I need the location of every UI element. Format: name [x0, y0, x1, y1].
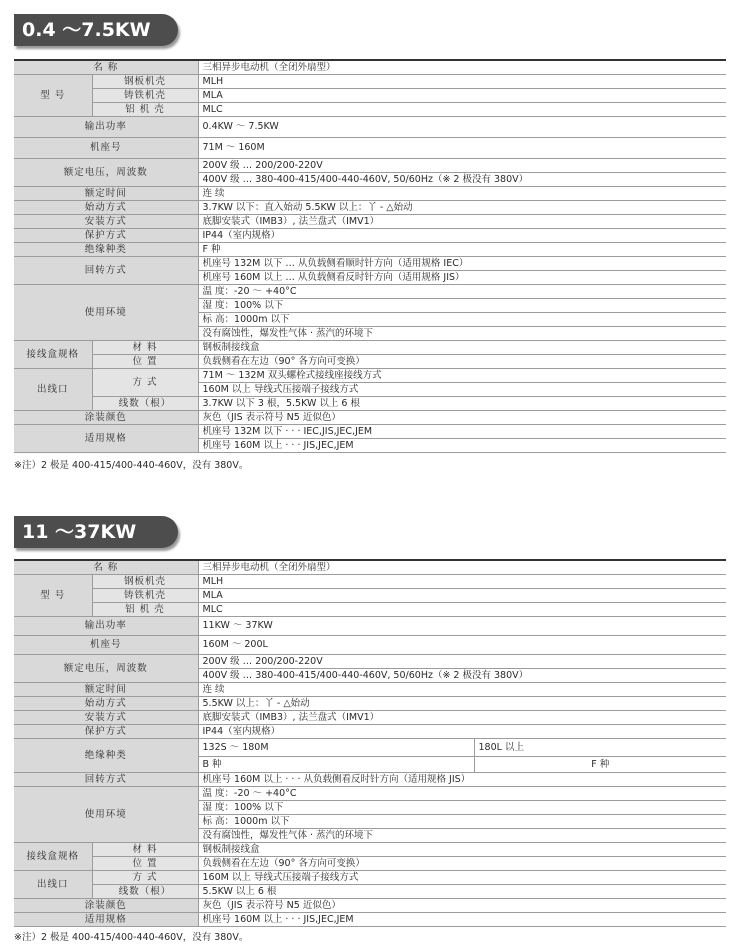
row-label: 出线口	[14, 871, 92, 899]
row-value: 温 度：-20 ～ +40°C	[198, 787, 726, 801]
row-label: 额定电压，周波数	[14, 655, 198, 683]
row-sublabel: 线数（根）	[92, 397, 198, 411]
table-row	[14, 425, 726, 439]
row-sublabel: 铝 机 壳	[92, 603, 198, 617]
row-value: 钢板制接线盒	[198, 843, 726, 857]
row-value: IP44（室内规格）	[198, 725, 726, 739]
row-value: MLH	[198, 575, 726, 589]
footnote: ※注）2 极是 400-415/400-440-460V，没有 380V。	[14, 932, 249, 943]
row-value: 湿 度：100% 以下	[198, 801, 726, 815]
table-row	[14, 655, 726, 669]
row-value: 机座号 132M 以下 · · · IEC,JIS,JEC,JEM	[198, 425, 726, 439]
row-sublabel: 方 式	[92, 871, 198, 885]
row-label: 输出功率	[14, 117, 198, 138]
row-label: 接线盒规格	[14, 843, 92, 871]
row-value: 5.5KW 以上：丫 - △始动	[198, 697, 726, 711]
row-value: 灰色（JIS 表示符号 N5 近似色）	[198, 899, 726, 913]
table-row	[14, 773, 726, 787]
row-label: 始动方式	[14, 697, 198, 711]
table-row	[14, 857, 726, 871]
row-label: 接线盒规格	[14, 341, 92, 369]
row-value: 400V 级 … 380-400-415/400-440-460V, 50/60Hz（※ 2 极没有 380V）	[198, 173, 726, 187]
row-value: 71M ～ 132M 双头螺栓式接线座接线方式	[198, 369, 726, 383]
table-row	[14, 843, 726, 857]
row-label: 额定时间	[14, 187, 198, 201]
row-value: 标 高：1000m 以下	[198, 313, 726, 327]
row-value: 灰色（JIS 表示符号 N5 近似色）	[198, 411, 726, 425]
row-label: 绝缘种类	[14, 243, 198, 257]
row-value: 5.5KW 以上 6 根	[198, 885, 726, 899]
table-row	[14, 913, 726, 927]
row-value: 连 续	[198, 187, 726, 201]
row-value: 机座号 132M 以下 … 从负载侧看顺时针方向（适用规格 IEC）	[198, 257, 726, 271]
row-value: 三相异步电动机（全闭外扇型）	[198, 61, 726, 75]
row-value: 负载侧看在左边（90° 各方向可变换）	[198, 857, 726, 871]
row-label: 安装方式	[14, 711, 198, 725]
table-row	[14, 397, 726, 411]
row-label: 使用环境	[14, 787, 198, 843]
row-value: 机座号 160M 以上 · · · JIS,JEC,JEM	[198, 913, 726, 927]
row-label: 涂装颜色	[14, 411, 198, 425]
row-value: 机座号 160M 以上 · · · 从负载侧看反时针方向（适用规格 JIS）	[198, 773, 726, 787]
row-label: 机座号	[14, 636, 198, 655]
row-sublabel: 钢板机壳	[92, 575, 198, 589]
table-row	[14, 561, 726, 575]
table-row	[14, 187, 726, 201]
row-label: 输出功率	[14, 617, 198, 636]
row-value: 钢板制接线盒	[198, 341, 726, 355]
row-value: 400V 级 … 380-400-415/400-440-460V, 50/60Hz（※ 2 极没有 380V）	[198, 669, 726, 683]
row-value: 11KW ～ 37KW	[198, 617, 726, 636]
row-value: 机座号 160M 以上 · · · JIS,JEC,JEM	[198, 439, 726, 453]
row-value: 温 度：-20 ～ +40°C	[198, 285, 726, 299]
section-title-pill: 0.4 ～7.5KW	[14, 14, 178, 46]
row-value: B 种	[198, 757, 474, 773]
table-row	[14, 75, 726, 89]
table-row	[14, 215, 726, 229]
table-row	[14, 885, 726, 899]
row-value: 三相异步电动机（全闭外扇型）	[198, 561, 726, 575]
table-row	[14, 871, 726, 885]
row-value: 3.7KW 以下 3 根，5.5KW 以上 6 根	[198, 397, 726, 411]
row-label: 绝缘种类	[14, 739, 198, 773]
table-row	[14, 89, 726, 103]
row-value: 3.7KW 以下：直入始动 5.5KW 以上：丫 - △始动	[198, 201, 726, 215]
row-value: 180L 以上	[474, 739, 726, 757]
row-sublabel: 材 料	[92, 843, 198, 857]
table-row	[14, 341, 726, 355]
row-sublabel: 线数（根）	[92, 885, 198, 899]
row-value: 132S ～ 180M	[198, 739, 474, 757]
row-value: F 种	[474, 757, 726, 773]
row-value: 200V 级 … 200/200-220V	[198, 655, 726, 669]
row-label: 名 称	[14, 561, 198, 575]
table-row	[14, 355, 726, 369]
row-value: 没有腐蚀性，爆发性气体 · 蒸汽的环境下	[198, 829, 726, 843]
row-value: MLA	[198, 589, 726, 603]
table-row	[14, 411, 726, 425]
row-label: 名 称	[14, 61, 198, 75]
row-value: 负载侧看在左边（90° 各方向可变换）	[198, 355, 726, 369]
row-value: 底脚安装式（IMB3）, 法兰盘式（IMV1）	[198, 215, 726, 229]
row-value: MLA	[198, 89, 726, 103]
section-title-pill: 11 ～37KW	[14, 516, 178, 548]
table-row	[14, 243, 726, 257]
row-value: 160M ～ 200L	[198, 636, 726, 655]
row-label: 型 号	[14, 75, 92, 117]
spec-table	[14, 61, 726, 453]
row-sublabel: 位 置	[92, 857, 198, 871]
row-label: 涂装颜色	[14, 899, 198, 913]
table-row	[14, 697, 726, 711]
row-label: 适用规格	[14, 425, 198, 453]
row-label: 回转方式	[14, 257, 198, 285]
table-row	[14, 787, 726, 801]
table-row	[14, 369, 726, 383]
table-row	[14, 711, 726, 725]
table-row	[14, 229, 726, 243]
footnote: ※注）2 极是 400-415/400-440-460V，没有 380V。	[14, 460, 249, 471]
table-row	[14, 899, 726, 913]
table-row	[14, 589, 726, 603]
table-row	[14, 636, 726, 655]
row-value: 160M 以上 导线式压接端子接线方式	[198, 383, 726, 397]
row-value: 0.4KW ～ 7.5KW	[198, 117, 726, 138]
row-label: 使用环境	[14, 285, 198, 341]
row-value: 连 续	[198, 683, 726, 697]
row-value: 机座号 160M 以上 … 从负载侧看反时针方向（适用规格 JIS）	[198, 271, 726, 285]
row-value: 160M 以上 导线式压接端子接线方式	[198, 871, 726, 885]
table-row	[14, 683, 726, 697]
table-row	[14, 117, 726, 138]
row-value: F 种	[198, 243, 726, 257]
row-label: 额定时间	[14, 683, 198, 697]
table-row	[14, 575, 726, 589]
row-label: 型 号	[14, 575, 92, 617]
row-label: 出线口	[14, 369, 92, 411]
row-sublabel: 铸铁机壳	[92, 589, 198, 603]
table-row	[14, 603, 726, 617]
row-value: MLC	[198, 603, 726, 617]
table-row	[14, 285, 726, 299]
row-label: 适用规格	[14, 913, 198, 927]
table-row	[14, 739, 726, 757]
row-label: 安装方式	[14, 215, 198, 229]
row-sublabel: 材 料	[92, 341, 198, 355]
row-value: MLC	[198, 103, 726, 117]
row-value: 71M ～ 160M	[198, 138, 726, 159]
spec-table	[14, 561, 726, 927]
table-row	[14, 257, 726, 271]
row-value: MLH	[198, 75, 726, 89]
row-value: 没有腐蚀性，爆发性气体 · 蒸汽的环境下	[198, 327, 726, 341]
row-value: 底脚安装式（IMB3）, 法兰盘式（IMV1）	[198, 711, 726, 725]
row-label: 始动方式	[14, 201, 198, 215]
table-row	[14, 61, 726, 75]
row-label: 保护方式	[14, 725, 198, 739]
table-row	[14, 617, 726, 636]
table-row	[14, 201, 726, 215]
row-value: 200V 级 … 200/200-220V	[198, 159, 726, 173]
row-label: 机座号	[14, 138, 198, 159]
row-label: 保护方式	[14, 229, 198, 243]
row-sublabel: 铝 机 壳	[92, 103, 198, 117]
row-value: IP44（室内规格）	[198, 229, 726, 243]
table-row	[14, 725, 726, 739]
row-sublabel: 方 式	[92, 369, 198, 397]
row-sublabel: 铸铁机壳	[92, 89, 198, 103]
row-value: 湿 度：100% 以下	[198, 299, 726, 313]
table-row	[14, 103, 726, 117]
row-label: 回转方式	[14, 773, 198, 787]
table-row	[14, 159, 726, 173]
row-value: 标 高：1000m 以下	[198, 815, 726, 829]
row-sublabel: 钢板机壳	[92, 75, 198, 89]
row-sublabel: 位 置	[92, 355, 198, 369]
row-label: 额定电压，周波数	[14, 159, 198, 187]
table-row	[14, 138, 726, 159]
